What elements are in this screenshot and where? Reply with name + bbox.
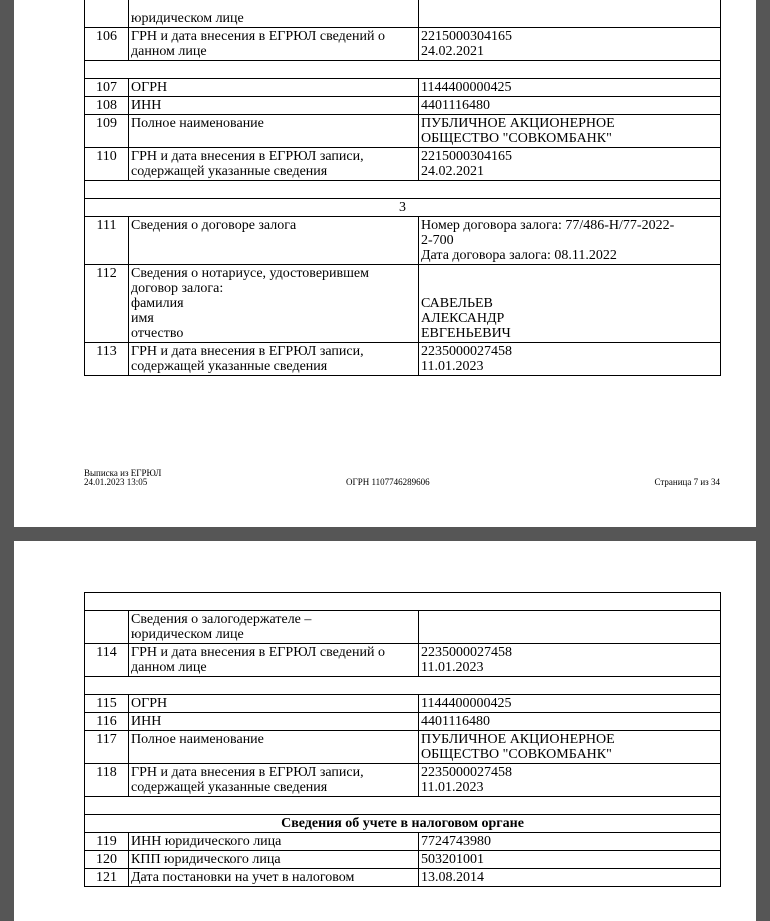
field-value-line xyxy=(421,281,718,296)
row-number: 121 xyxy=(85,869,129,887)
row-number xyxy=(85,611,129,644)
row-number: 113 xyxy=(85,343,129,376)
field-value-line: ОБЩЕСТВО "СОВКОМБАНК" xyxy=(421,131,612,146)
field-value-line: ОБЩЕСТВО "СОВКОМБАНК" xyxy=(421,747,612,762)
field-value-line: 2235000027458 xyxy=(421,344,512,359)
field-label-line: отчество xyxy=(131,326,184,341)
field-label xyxy=(129,869,419,887)
field-label-line: данном лице xyxy=(131,44,207,59)
table-row xyxy=(85,869,721,887)
field-value-line: 2235000027458 xyxy=(421,765,512,780)
footer-datetime: 24.01.2023 13:05 xyxy=(84,477,148,487)
row-number: 110 xyxy=(85,148,129,181)
field-value-line xyxy=(421,0,718,11)
field-label xyxy=(129,97,419,115)
field-label-line: юридическом лице xyxy=(131,627,244,642)
field-value-line xyxy=(421,612,718,627)
field-value-line: 2215000304165 xyxy=(421,29,512,44)
field-value xyxy=(419,851,721,869)
field-label-line: содержащей указанные сведения xyxy=(131,780,328,795)
field-value-line: 11.01.2023 xyxy=(421,780,484,795)
field-label-line: Сведения о нотариусе, удостоверившем xyxy=(131,266,369,281)
field-value xyxy=(419,343,721,376)
field-value xyxy=(419,833,721,851)
field-value-line: 4401116480 xyxy=(421,98,490,113)
field-label-line: содержащей указанные сведения xyxy=(131,164,328,179)
field-label-line: Полное наименование xyxy=(131,116,264,131)
field-label-line: ИНН xyxy=(131,98,162,113)
field-value-line: ЕВГЕНЬЕВИЧ xyxy=(421,326,511,341)
field-label-line: ИНН юридического лица xyxy=(131,834,282,849)
field-label-line: Сведения о договоре залога xyxy=(131,218,297,233)
table-row xyxy=(85,731,721,764)
table-row xyxy=(85,97,721,115)
field-label-line: ОГРН xyxy=(131,80,168,95)
field-label xyxy=(129,148,419,181)
field-value xyxy=(419,695,721,713)
spacer-row xyxy=(85,181,721,199)
field-label-line: содержащей указанные сведения xyxy=(131,359,328,374)
field-label-line: ГРН и дата внесения в ЕГРЮЛ записи, xyxy=(131,149,364,164)
row-number: 111 xyxy=(85,217,129,265)
row-number: 109 xyxy=(85,115,129,148)
row-number: 118 xyxy=(85,764,129,797)
table-row xyxy=(85,644,721,677)
field-label-line: КПП юридического лица xyxy=(131,852,281,867)
field-label-line: ГРН и дата внесения в ЕГРЮЛ сведений о xyxy=(131,29,385,44)
field-value-line: 4401116480 xyxy=(421,714,490,729)
table-row xyxy=(85,0,721,28)
field-value-line: 2-700 xyxy=(421,233,454,248)
field-label xyxy=(129,695,419,713)
field-value-line: ПУБЛИЧНОЕ АКЦИОНЕРНОЕ xyxy=(421,732,615,747)
table-row xyxy=(85,851,721,869)
field-label xyxy=(129,343,419,376)
field-value-line: 1144400000425 xyxy=(421,696,512,711)
field-label xyxy=(129,0,419,28)
document-page-8 xyxy=(14,541,756,921)
footer-page-number: Страница 7 из 34 xyxy=(654,477,720,487)
field-value xyxy=(419,115,721,148)
field-label-line: Сведения о залогодержателе – xyxy=(131,612,312,627)
field-label xyxy=(129,731,419,764)
footer-ogrn: ОГРН 1107746289606 xyxy=(346,477,430,487)
table-row xyxy=(85,115,721,148)
document-page-7 xyxy=(14,0,756,527)
field-label xyxy=(129,833,419,851)
table-row xyxy=(85,343,721,376)
field-label xyxy=(129,611,419,644)
field-label-line: Полное наименование xyxy=(131,732,264,747)
section-header-row xyxy=(85,199,721,217)
field-value xyxy=(419,148,721,181)
row-number: 117 xyxy=(85,731,129,764)
field-label xyxy=(129,713,419,731)
row-number: 120 xyxy=(85,851,129,869)
field-value-line: 1144400000425 xyxy=(421,80,512,95)
spacer-row xyxy=(85,677,721,695)
table-row xyxy=(85,713,721,731)
field-value-line: 2215000304165 xyxy=(421,149,512,164)
field-value xyxy=(419,869,721,887)
field-label-line: юридическом лице xyxy=(131,11,244,26)
field-label xyxy=(129,851,419,869)
field-value xyxy=(419,217,721,265)
field-value-line: Дата договора залога: 08.11.2022 xyxy=(421,248,617,263)
field-value-line: Номер договора залога: 77/486-Н/77-2022- xyxy=(421,218,675,233)
field-label-line: ИНН xyxy=(131,714,162,729)
field-label-line: ОГРН xyxy=(131,696,168,711)
field-label-line xyxy=(131,0,416,11)
row-number: 119 xyxy=(85,833,129,851)
field-value xyxy=(419,79,721,97)
field-label-line: Дата постановки на учет в налоговом xyxy=(131,870,355,885)
field-value-line: АЛЕКСАНДР xyxy=(421,311,505,326)
field-value-line: 13.08.2014 xyxy=(421,870,484,885)
spacer-row xyxy=(85,61,721,79)
table-row xyxy=(85,148,721,181)
field-label-line: договор залога: xyxy=(131,281,224,296)
spacer-row xyxy=(85,797,721,815)
field-value-line: ПУБЛИЧНОЕ АКЦИОНЕРНОЕ xyxy=(421,116,615,131)
field-value xyxy=(419,28,721,61)
field-value xyxy=(419,0,721,28)
field-label-line: фамилия xyxy=(131,296,184,311)
section-header: 3 xyxy=(85,199,721,217)
spacer-row xyxy=(85,593,721,611)
field-value-line: 7724743980 xyxy=(421,834,491,849)
field-label xyxy=(129,28,419,61)
field-value-line: 503201001 xyxy=(421,852,484,867)
field-value-line: 24.02.2021 xyxy=(421,44,484,59)
spacer-cell xyxy=(85,61,721,79)
field-label-line: данном лице xyxy=(131,660,207,675)
table-row xyxy=(85,217,721,265)
field-value xyxy=(419,265,721,343)
footer-left xyxy=(84,469,161,487)
field-value-line: 24.02.2021 xyxy=(421,164,484,179)
footer-title: Выписка из ЕГРЮЛ xyxy=(84,468,162,478)
table-row xyxy=(85,79,721,97)
row-number: 114 xyxy=(85,644,129,677)
section-header: Сведения об учете в налоговом органе xyxy=(85,815,721,833)
field-label xyxy=(129,217,419,265)
field-value xyxy=(419,611,721,644)
spacer-cell xyxy=(85,181,721,199)
field-label xyxy=(129,644,419,677)
table-row xyxy=(85,695,721,713)
spacer-cell xyxy=(85,677,721,695)
extract-table xyxy=(84,0,721,376)
row-number: 116 xyxy=(85,713,129,731)
field-label xyxy=(129,79,419,97)
table-row xyxy=(85,764,721,797)
field-value xyxy=(419,713,721,731)
field-value xyxy=(419,731,721,764)
row-number xyxy=(85,0,129,28)
field-label-line: имя xyxy=(131,311,154,326)
field-value-line xyxy=(421,266,718,281)
row-number: 115 xyxy=(85,695,129,713)
table-row xyxy=(85,265,721,343)
row-number: 108 xyxy=(85,97,129,115)
field-label-line: ГРН и дата внесения в ЕГРЮЛ сведений о xyxy=(131,645,385,660)
row-number: 107 xyxy=(85,79,129,97)
table-row xyxy=(85,611,721,644)
row-number: 106 xyxy=(85,28,129,61)
field-value-line: САВЕЛЬЕВ xyxy=(421,296,493,311)
table-row xyxy=(85,833,721,851)
field-label xyxy=(129,265,419,343)
extract-table xyxy=(84,592,721,887)
field-label xyxy=(129,764,419,797)
field-label-line: ГРН и дата внесения в ЕГРЮЛ записи, xyxy=(131,344,364,359)
table-row xyxy=(85,28,721,61)
field-value xyxy=(419,764,721,797)
field-value-line: 2235000027458 xyxy=(421,645,512,660)
field-label xyxy=(129,115,419,148)
field-value-line: 11.01.2023 xyxy=(421,359,484,374)
field-label-line: ГРН и дата внесения в ЕГРЮЛ записи, xyxy=(131,765,364,780)
spacer-cell xyxy=(85,593,721,611)
spacer-cell xyxy=(85,797,721,815)
field-value-line: 11.01.2023 xyxy=(421,660,484,675)
row-number: 112 xyxy=(85,265,129,343)
section-header-row xyxy=(85,815,721,833)
field-value xyxy=(419,97,721,115)
field-value xyxy=(419,644,721,677)
